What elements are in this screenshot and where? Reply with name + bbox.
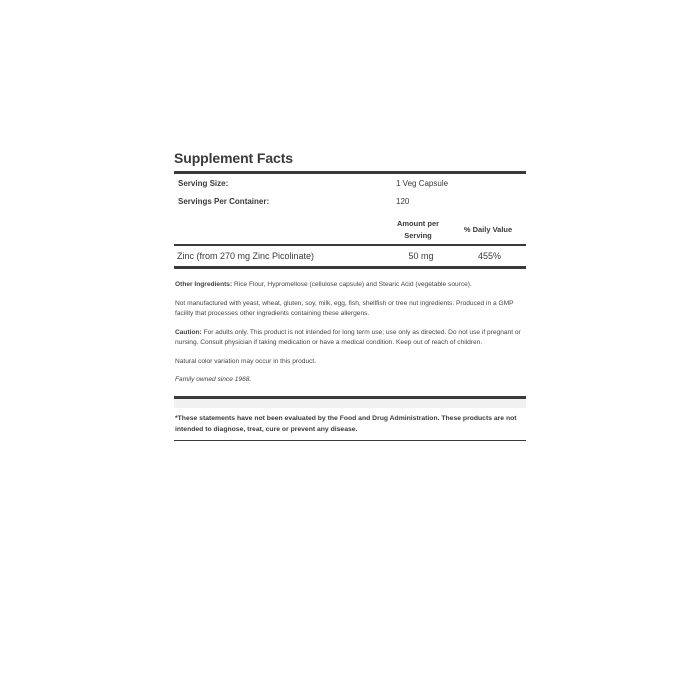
nutrient-amount: 50 mg [408,251,434,261]
disclaimer-block [174,396,526,441]
supplement-facts-panel [174,150,526,441]
other-ingredients-text: Rice Flour, Hypromellose (cellulose capsule) and Stearic Acid (vegetable source). [232,281,472,288]
servings-per-container-row [174,192,526,210]
panel-title: Supplement Facts [174,150,293,166]
serving-size-value: 1 Veg Capsule [396,178,449,188]
servings-per-container-value: 120 [396,196,410,206]
serving-size-label: Serving Size: [178,178,229,188]
allergen-statement: Not manufactured with yeast, wheat, gluten, soy, milk, egg, fish, shellfish or tree nut ingredients. Produced in a GMP facility that processes other ingredients containing these allergens. [175,299,514,317]
disclaimer-band [174,399,526,408]
other-ingredients-label: Other Ingredients: [175,281,233,288]
servings-per-container-label: Servings Per Container: [178,196,270,206]
nutrient-name: Zinc (from 270 mg Zinc Picolinate) [177,251,315,261]
color-variation-note: Natural color variation may occur in this product. [175,357,317,365]
nutrient-row [174,246,526,266]
notes-section [174,269,526,386]
fda-disclaimer: *These statements have not been evaluated by the Food and Drug Administration. These products are not intended to diagnose, treat, cure or prevent any disease. [175,414,517,433]
family-owned-note: Family owned since 1968. [175,376,252,383]
nutrient-daily-value: 455% [477,251,502,261]
caution-text: For adults only. This product is not intended for long term use; use only as directed. Do not use if pregnant or nursing. Consult physician if taking medication or have a medical condition. Keep out of reach of children. [175,328,521,346]
amount-per-serving-header: Amount per Serving [396,218,440,240]
caution-statement [174,328,526,349]
serving-size-row [174,174,526,192]
daily-value-header: % Daily Value [463,225,513,234]
column-header-row [174,215,526,244]
caution-label: Caution: [175,328,202,336]
disclaimer-bottom-divider [174,440,526,441]
other-ingredients [174,280,526,291]
